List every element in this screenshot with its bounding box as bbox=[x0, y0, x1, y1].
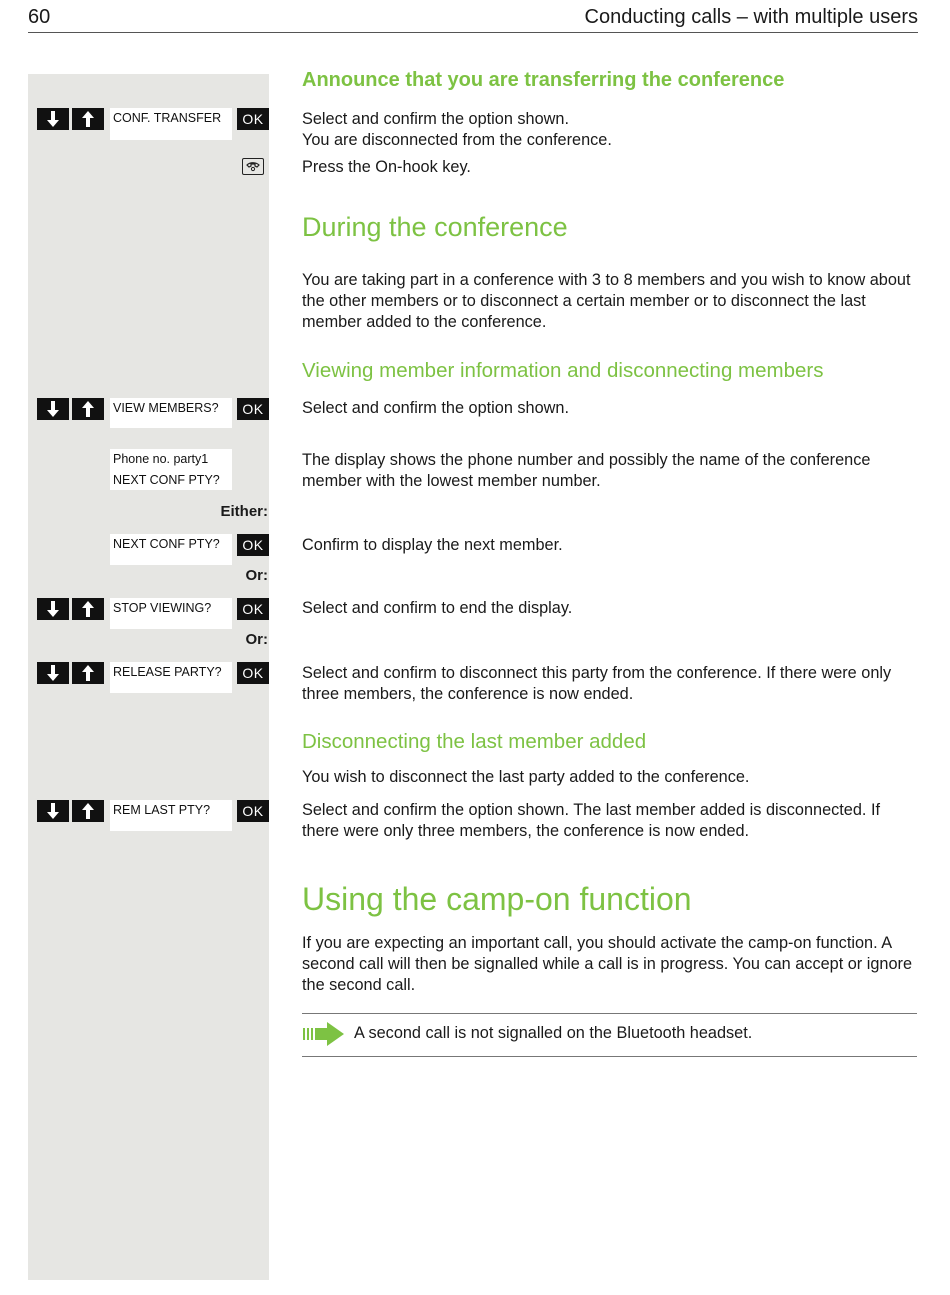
display-text: RELEASE PARTY? bbox=[113, 665, 222, 679]
arrow-keys bbox=[37, 108, 104, 130]
note-text: A second call is not signalled on the Bluetooth headset. bbox=[354, 1024, 753, 1042]
announce-line-3: Press the On-hook key. bbox=[302, 158, 471, 176]
header-divider bbox=[28, 32, 918, 33]
display-paragraph: The display shows the phone number and possibly the name of the conference member with the lowest member number. bbox=[302, 451, 871, 490]
display-text: NEXT CONF PTY? bbox=[113, 537, 220, 551]
display-text: CONF. TRANSFER bbox=[113, 111, 222, 125]
display-next-conf bbox=[110, 534, 232, 565]
or-label: Or: bbox=[245, 631, 268, 648]
display-rem-last bbox=[110, 800, 232, 831]
arrow-up-icon bbox=[72, 108, 104, 130]
display-party-info bbox=[110, 449, 232, 490]
page-header-title: Conducting calls – with multiple users bbox=[584, 6, 918, 28]
announce-line-2: You are disconnected from the conference. bbox=[302, 131, 612, 149]
display-line-1: Phone no. party1 bbox=[113, 452, 209, 466]
arrow-down-icon bbox=[37, 108, 69, 130]
during-paragraph: You are taking part in a conference with 3 to 8 members and you wish to know about the other members or to disconnect a certain member or to disconnect the last member added to the conference. bbox=[302, 271, 911, 331]
section-heading-campon: Using the camp-on function bbox=[302, 881, 692, 917]
or-label: Or: bbox=[245, 567, 268, 584]
arrow-up-icon bbox=[72, 800, 104, 822]
ok-key: OK bbox=[237, 108, 269, 130]
note-bottom-rule bbox=[302, 1056, 917, 1057]
arrow-up-icon bbox=[72, 598, 104, 620]
either-label: Either: bbox=[220, 503, 268, 520]
arrow-down-icon bbox=[37, 398, 69, 420]
release-paragraph: Select and confirm to disconnect this party from the conference. If there were only three members, the conference is now ended. bbox=[302, 664, 892, 703]
display-text: REM LAST PTY? bbox=[113, 803, 211, 817]
ok-key: OK bbox=[237, 398, 269, 420]
arrow-down-icon bbox=[37, 598, 69, 620]
subheading-viewing: Viewing member information and disconnecting members bbox=[302, 359, 824, 382]
display-text: VIEW MEMBERS? bbox=[113, 401, 219, 415]
ok-key: OK bbox=[237, 534, 269, 556]
display-view-members bbox=[110, 398, 232, 428]
section-heading-announce: Announce that you are transferring the conference bbox=[302, 69, 785, 91]
viewing-paragraph: Select and confirm the option shown. bbox=[302, 399, 569, 417]
display-conf-transfer bbox=[110, 108, 232, 140]
display-release-party bbox=[110, 662, 232, 693]
arrow-up-icon bbox=[72, 398, 104, 420]
on-hook-key-icon bbox=[242, 158, 264, 175]
note-top-rule bbox=[302, 1013, 917, 1014]
last-intro-paragraph: You wish to disconnect the last party added to the conference. bbox=[302, 768, 750, 786]
arrow-down-icon bbox=[37, 800, 69, 822]
display-text: STOP VIEWING? bbox=[113, 601, 212, 615]
arrow-keys bbox=[37, 598, 104, 620]
ok-key: OK bbox=[237, 662, 269, 684]
arrow-up-icon bbox=[72, 662, 104, 684]
section-heading-during: During the conference bbox=[302, 212, 568, 242]
note-arrow-icon bbox=[303, 1021, 345, 1052]
ok-key: OK bbox=[237, 598, 269, 620]
subheading-last-member: Disconnecting the last member added bbox=[302, 730, 647, 753]
display-line-2: NEXT CONF PTY? bbox=[113, 473, 220, 487]
page-number: 60 bbox=[28, 6, 51, 28]
arrow-down-icon bbox=[37, 662, 69, 684]
display-stop-viewing bbox=[110, 598, 232, 629]
arrow-keys bbox=[37, 662, 104, 684]
end-display-paragraph: Select and confirm to end the display. bbox=[302, 599, 573, 617]
announce-line-1: Select and confirm the option shown. bbox=[302, 110, 569, 128]
arrow-keys bbox=[37, 398, 104, 420]
last-paragraph: Select and confirm the option shown. The last member added is disconnected. If there were only three members, the conference is now ended. bbox=[302, 801, 881, 840]
confirm-next-paragraph: Confirm to display the next member. bbox=[302, 536, 563, 554]
ok-key: OK bbox=[237, 800, 269, 822]
arrow-keys bbox=[37, 800, 104, 822]
campon-paragraph: If you are expecting an important call, you should activate the camp-on function. A second call will then be signalled while a call is in progress. You can accept or ignore the second call. bbox=[302, 934, 912, 994]
